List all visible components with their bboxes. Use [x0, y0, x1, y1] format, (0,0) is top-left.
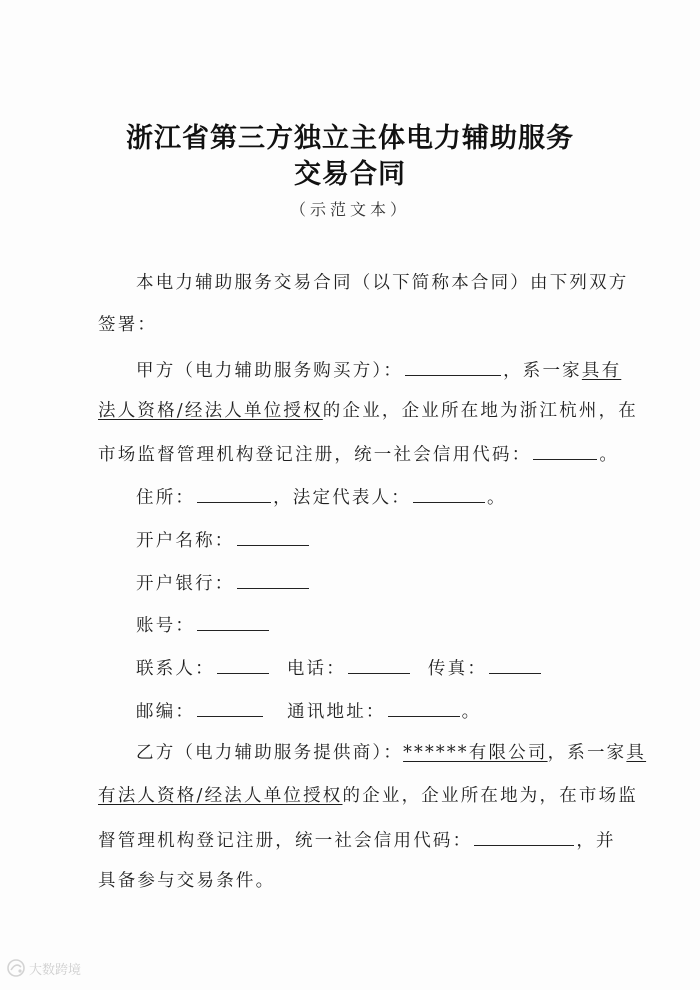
party-b-line-2 [98, 784, 638, 808]
party-a-fax-label: 传真： [427, 659, 488, 679]
party-a-prefix: 甲方（电力辅助服务购买方）： [136, 361, 404, 381]
party-a-credit-label: 市场监督管理机构登记注册，统一社会信用代码： [98, 445, 532, 465]
party-a-account-name-line [136, 527, 311, 553]
party-a-fax-blank[interactable] [489, 655, 541, 674]
party-a-mail-address-blank[interactable] [388, 698, 460, 717]
party-a-address-line [136, 484, 507, 510]
party-a-legal-rep-blank[interactable] [413, 484, 485, 503]
party-a-period: 。 [599, 445, 620, 465]
document-subtitle: （示范文本） [289, 200, 410, 219]
party-a-postcode-label: 邮编： [136, 702, 196, 722]
party-a-address-label: 住所： [136, 488, 196, 508]
party-a-contact-blank[interactable] [217, 655, 269, 674]
party-a-account-name-label: 开户名称： [136, 531, 235, 551]
party-a-intro-mid: ，系一家 [503, 361, 582, 381]
intro-text-1: 本电力辅助服务交易合同（以下简称本合同）由下列双方 [136, 273, 629, 293]
document-title-line-2: 交易合同 [294, 159, 406, 190]
party-a-name-blank[interactable] [405, 357, 501, 376]
party-a-account-name-blank[interactable] [237, 527, 309, 546]
party-a-postcode-line [136, 698, 481, 724]
party-a-qualification-2: 法人资格/经法人单位授权 [98, 401, 323, 421]
party-a-line-2 [98, 399, 638, 423]
party-b-line-4 [98, 869, 275, 893]
intro-text-2: 签署： [98, 315, 158, 335]
party-a-address-blank[interactable] [197, 484, 271, 503]
party-b-qualification-2: 有法人资格/经法人单位授权 [98, 786, 343, 806]
party-a-legal-rep-label: ，法定代表人： [273, 488, 412, 508]
party-a-postcode-blank[interactable] [197, 698, 263, 717]
party-a-credit-code-blank[interactable] [533, 441, 597, 460]
watermark [6, 958, 81, 978]
party-b-conditions: 具备参与交易条件。 [98, 871, 276, 891]
party-a-line-1 [136, 357, 621, 383]
party-b-after-qualification: 的企业，企业所在地为，在市场监 [342, 786, 638, 806]
party-b-credit-code-blank[interactable] [474, 827, 574, 846]
party-a-phone-label: 电话： [286, 659, 346, 679]
party-a-period-3: 。 [461, 702, 482, 722]
party-b-line-3 [98, 827, 616, 853]
party-a-account-no-label: 账号： [136, 616, 196, 636]
party-b-qualification-1: 具 [626, 743, 647, 763]
party-a-bank-label: 开户银行： [136, 574, 235, 594]
party-b-line-1 [136, 741, 646, 765]
party-a-bank-blank[interactable] [237, 570, 309, 589]
party-a-account-no-line [136, 612, 271, 638]
party-a-contact-label: 联系人： [136, 659, 215, 679]
party-b-intro-mid: ，系一家 [547, 743, 627, 763]
party-b-name: ******有限公司 [403, 743, 548, 763]
party-a-mail-address-label: 通讯地址： [287, 702, 386, 722]
intro-line-2 [98, 313, 157, 337]
party-a-qualification-1: 具有 [581, 361, 622, 381]
party-a-account-no-blank[interactable] [197, 612, 269, 631]
party-b-line3-end: ，并 [576, 831, 616, 851]
party-a-line-3 [98, 441, 619, 467]
watermark-text: 大数跨境 [29, 962, 82, 978]
watermark-logo-icon [6, 958, 26, 978]
party-b-credit-label: 督管理机构登记注册，统一社会信用代码： [98, 831, 473, 851]
document-title-line-1: 浙江省第三方独立主体电力辅助服务 [126, 123, 574, 154]
party-a-phone-blank[interactable] [348, 655, 410, 674]
party-a-contact-line [136, 655, 543, 681]
party-a-after-qualification: 的企业，企业所在地为浙江杭州，在 [322, 401, 638, 421]
intro-line-1 [136, 271, 629, 295]
party-a-bank-line [136, 570, 311, 596]
party-b-prefix: 乙方（电力辅助服务提供商）： [136, 743, 404, 763]
party-a-period-2: 。 [487, 488, 507, 508]
